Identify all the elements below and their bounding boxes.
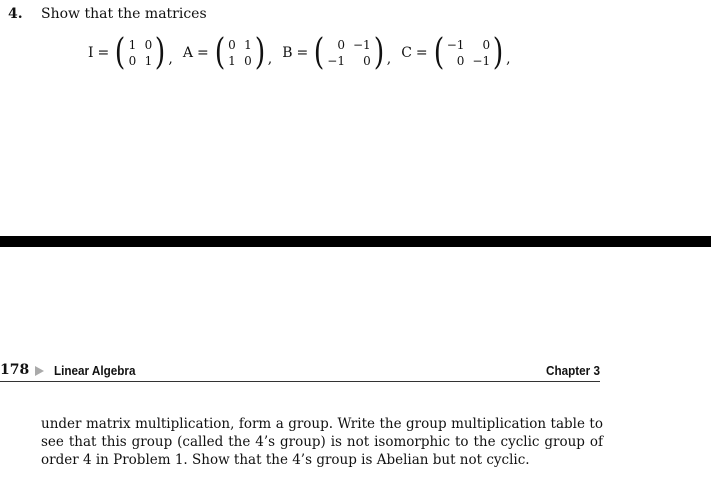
page-break-bar: [0, 236, 711, 247]
matrix-entry: 0: [363, 54, 371, 68]
comma: ,: [267, 51, 273, 67]
matrix-entry: 1: [228, 54, 236, 68]
chapter-label: Chapter 3: [546, 363, 600, 378]
matrix-entry: 0: [244, 54, 252, 68]
problem-continuation: [41, 415, 603, 469]
matrix-entry: −1: [353, 38, 371, 52]
equals-sign: =: [296, 45, 309, 61]
problem-number: 4.: [8, 6, 23, 22]
comma: ,: [168, 51, 173, 67]
matrix-entry: 1: [144, 54, 153, 68]
matrix-entry: −1: [446, 38, 465, 52]
matrix-entry: 0: [228, 38, 236, 52]
matrix-entry: −1: [327, 54, 345, 68]
matrix-label: A: [182, 45, 193, 61]
matrix-b: [282, 32, 392, 73]
matrix-entry: 0: [456, 54, 465, 68]
matrix-grid: [128, 38, 152, 68]
left-paren: (: [314, 32, 325, 73]
book-title: Linear Algebra: [54, 363, 136, 378]
matrix-entry: 0: [337, 38, 345, 52]
matrix-entry: 0: [128, 54, 137, 68]
matrix-label: I: [88, 45, 94, 61]
text-line: order 4 in Problem 1. Show that the 4’s group is Abelian but not cyclic.: [41, 452, 530, 468]
matrix-list: [88, 32, 521, 74]
matrix-i: [88, 32, 173, 73]
matrix-a: [182, 32, 273, 73]
header-rule: [0, 381, 600, 382]
right-paren: ): [155, 32, 166, 73]
equals-sign: =: [196, 45, 209, 61]
matrix-entry: −1: [472, 54, 491, 68]
matrix-entry: 0: [482, 38, 491, 52]
matrix-label: B: [282, 45, 293, 61]
right-paren: ): [373, 32, 384, 73]
comma: ,: [506, 51, 511, 67]
text-line: under matrix multiplication, form a group. Write the group multiplication table to: [41, 416, 603, 432]
matrix-entry: 1: [244, 38, 252, 52]
left-paren: (: [115, 32, 126, 73]
arrow-right-icon: [35, 366, 44, 376]
comma: ,: [386, 51, 392, 67]
matrix-label: C: [401, 45, 412, 61]
matrix-grid: [327, 38, 370, 68]
page-number: 178: [0, 362, 30, 378]
right-paren: ): [492, 32, 504, 73]
equals-sign: =: [97, 45, 110, 61]
matrix-entry: 1: [128, 38, 137, 52]
text-line: see that this group (called the 4’s group) is not isomorphic to the cyclic group of: [41, 434, 603, 450]
matrix-grid: [228, 38, 252, 68]
matrix-entry: 0: [144, 38, 153, 52]
matrix-c: [401, 32, 511, 73]
left-paren: (: [214, 32, 225, 73]
right-paren: ): [254, 32, 266, 73]
matrix-grid: [447, 38, 490, 68]
equals-sign: =: [415, 45, 428, 61]
left-paren: (: [433, 32, 444, 73]
problem-prompt: Show that the matrices: [41, 6, 207, 22]
